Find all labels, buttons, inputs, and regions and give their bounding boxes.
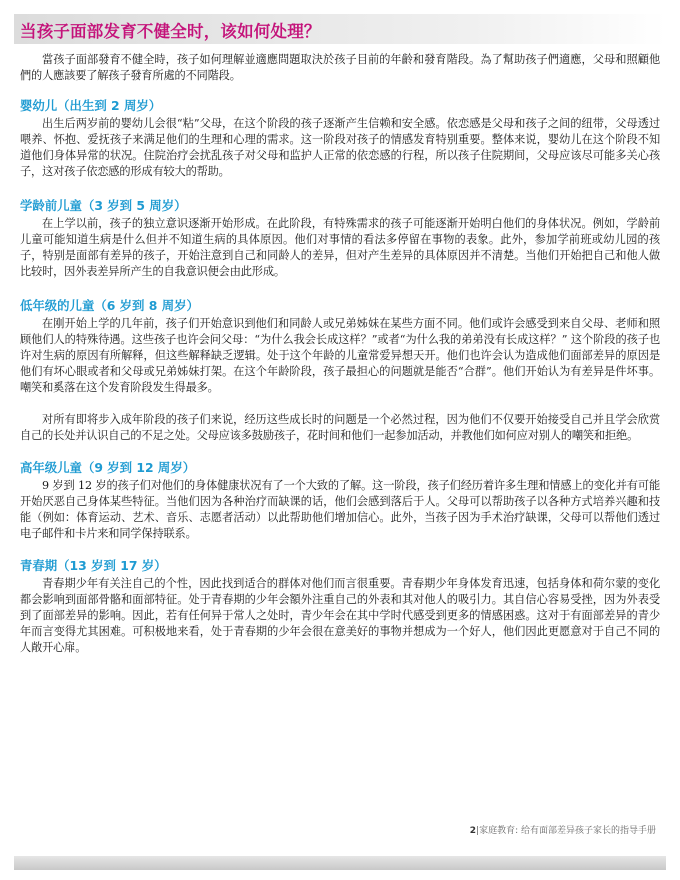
intro-paragraph: 當孩子面部發育不健全時，孩子如何理解並適應問題取決於孩子目前的年齡和發育階段。為了幫助孩子們適應，父母和照顧他們的人應該要了解孩子發育所處的不同階段。 <box>20 53 660 82</box>
footer-separator: | <box>476 826 480 836</box>
section-paragraph-early-school: 在刚开始上学的几年前，孩子们开始意识到他们和同龄人或兄弟姊妹在某些方面不同。他们或许会感受到来自父母、老师和照顾他们人的特殊待遇。这些孩子也许会问父母：“为什么我会长成这样？”或者“为什么我的弟弟没有长成这样？” 这个阶段的孩子也许对生病的原因有所解释，但这些解释缺乏逻辑。处于这个年龄的儿童常爱异想天开。他们也许会认为造成他们面部差异的原因是他们有坏心眼或者和父母或兄弟姊妹打架。在这个年龄阶段，孩子最担心的问题就是能否“合群”。他们开始认为有差异是件坏事。嘲笑和奚落在这个发育阶段发生得最多。 <box>20 317 660 394</box>
page-footer <box>470 823 656 836</box>
section-heading-adolescence: 青春期（13 岁到 17 岁） <box>20 558 167 573</box>
section-paragraph-early-school-2: 对所有即将步入成年阶段的孩子们来说，经历这些成长时的问题是一个必然过程，因为他们不仅要开始接受自己并且学会欣赏自己的长处并认识自己的不足之处。父母应该多鼓励孩子，花时间和他们一起参加活动，并教他们如何应对别人的嘲笑和拒绝。 <box>20 413 660 442</box>
document-body <box>20 52 660 656</box>
footer-text: 家庭教育: 给有面部差异孩子家长的指导手册 <box>479 826 656 836</box>
title-bar <box>14 14 666 44</box>
section-paragraph-infant: 出生后两岁前的婴幼儿会很“粘”父母，在这个阶段的孩子逐渐产生信赖和安全感。依恋感是父母和孩子之间的纽带，父母透过喂养、怀抱、爱抚孩子来满足他们的生理和心理的需求。这一阶段对孩子的情感发育特别重要。整体来说，婴幼儿在这个阶段不知道他们身体异常的状况。住院治疗会扰乱孩子对父母和监护人正常的依恋感的行程，所以孩子住院期间，父母应该尽可能多关心孩子，这对孩子依恋感的形成有较大的帮助。 <box>20 117 660 178</box>
section-paragraph-adolescence: 青春期少年有关注自己的个性，因此找到适合的群体对他们而言很重要。青春期少年身体发育迅速，包括身体和荷尔蒙的变化都会影响到面部骨骼和面部特征。处于青春期的少年会額外注重自己的外表和其对他人的吸引力。其自信心容易受挫，因为外表受到了面部差异的影响。因此，若有任何异于常人之处时，青少年会在其中学时代感受到更多的情感困惑。这对于有面部差异的青少年而言变得尤其困难。可积极地来看，处于青春期的少年会很在意美好的事物并想成为一个好人，他们因此更愿意对于自己不同的人敞开心扉。 <box>20 577 660 654</box>
section-heading-early-school: 低年级的儿童（6 岁到 8 周岁） <box>20 298 199 313</box>
section-heading-preschool: 学龄前儿童（3 岁到 5 周岁） <box>20 198 187 213</box>
section-heading-older-children: 高年级儿童（9 岁到 12 周岁） <box>20 460 196 475</box>
bottom-bar <box>14 856 666 870</box>
section-paragraph-older-children: 9 岁到 12 岁的孩子们对他们的身体健康状况有了一个大致的了解。这一阶段，孩子们经历着许多生理和情感上的变化并有可能开始厌恶自己身体某些特征。当他们因为各种治疗而缺课的话，他们会感到落后于人。父母可以帮助孩子以各种方式培养兴趣和技能（例如：体育运动、艺术、音乐、志愿者活动）以此帮助他们增加信心。此外，当孩子因为手术治疗缺课，父母可以帮他们透过电子邮件和卡片来和同学保持联系。 <box>20 479 660 540</box>
page-title: 当孩子面部发育不健全时，该如何处理？ <box>20 22 321 41</box>
page-number: 2 <box>469 826 477 836</box>
section-paragraph-preschool: 在上学以前，孩子的独立意识逐渐开始形成。在此阶段，有特殊需求的孩子可能逐渐开始明白他们的身体状况。例如，学龄前儿童可能知道生病是什么但并不知道生病的具体原因。他们对事情的看法多停留在事物的表象。此外，参加学前班或幼儿园的孩子，特别是面部有差异的孩子，开始注意到自己和同龄人的差异，但对产生差异的具体原因并不清楚。当他们开始把自己和他人做比较时，因外表差异所产生的自我意识便会由此形成。 <box>20 217 660 278</box>
section-heading-infant: 婴幼儿（出生到 2 周岁） <box>20 98 162 113</box>
